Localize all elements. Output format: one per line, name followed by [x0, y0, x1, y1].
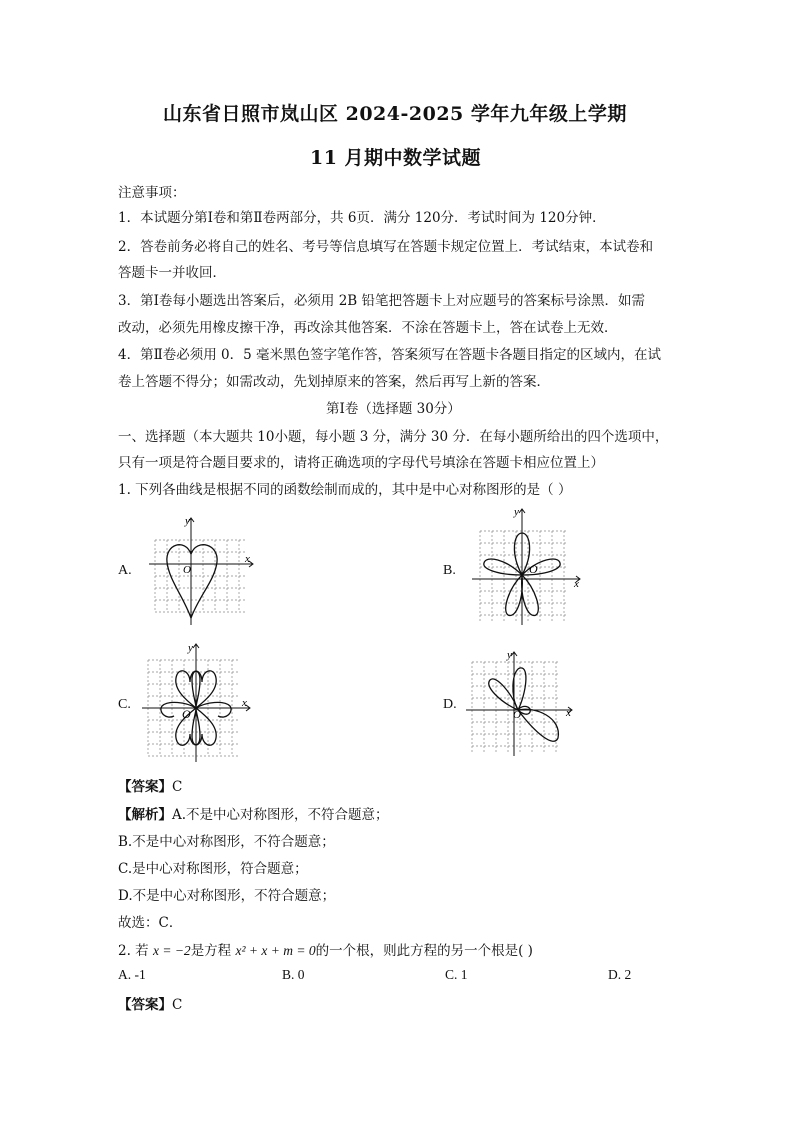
origin-label: O [182, 707, 191, 721]
part1-heading: 第Ⅰ卷（选择题 30分） [326, 401, 461, 417]
q1-option-d-label: D. [443, 697, 457, 712]
axis-y-label: y [514, 506, 519, 518]
q1-answer [118, 775, 182, 795]
origin-label: O [529, 562, 538, 576]
notice-item-2b: 答题卡一并收回． [118, 265, 226, 281]
q1-figure-b-flower-curve [458, 503, 588, 628]
q1-option-c-label: C. [118, 697, 131, 712]
q2-stem-mid: 是方程 [190, 943, 236, 959]
notice-item-4b: 卷上答题不得分；如需改动，先划掉原来的答案，然后再写上新的答案． [118, 374, 550, 390]
axis-x-label: x [245, 553, 250, 565]
notice-item-4a: 4．第Ⅱ卷必须用 0．5 毫米黑色签字笔作答，答案须写在答题卡各题目指定的区域内，在试 [118, 347, 662, 363]
q1-analysis-b: B.不是中心对称图形，不符合题意； [118, 834, 335, 850]
axis-y-label: y [185, 515, 190, 527]
origin-label: O [513, 709, 521, 721]
q1-option-b-label: B. [443, 563, 456, 578]
q2-math-equation: x² + x + m = 0 [235, 943, 316, 958]
origin-label: O [183, 564, 191, 576]
notice-item-2a: 2．答卷前务必将自己的姓名、考号等信息填写在答题卡规定位置上．考试结束，本试卷和 [118, 239, 654, 255]
q2-option-c: C. 1 [445, 967, 468, 982]
notice-item-3a: 3．第Ⅰ卷每小题选出答案后，必须用 2B 铅笔把答题卡上对应题号的答案标号涂黑．如需 [118, 293, 646, 309]
page-title-line2: 11 月期中数学试题 [310, 147, 482, 169]
axis-x-label: x [574, 578, 579, 590]
q1-conclusion: 故选：C． [118, 915, 183, 931]
q1-figure-d-petal-curve [460, 648, 590, 758]
q1-figure-a-heart-curve [145, 510, 265, 630]
answer-value: C [172, 997, 183, 1013]
q1-stem: 1. 下列各曲线是根据不同的函数绘制而成的，其中是中心对称图形的是（ ） [118, 482, 572, 498]
q1-analysis-c: C.是中心对称图形，符合题意； [118, 861, 308, 877]
section-intro-line1: 一、选择题（本大题共 10小题，每小题 3 分，满分 30 分．在每小题所给出的四个选项中， [118, 429, 669, 445]
q2-stem-post: 的一个根，则此方程的另一个根是( ) [315, 943, 533, 959]
q1-analysis-d: D.不是中心对称图形，不符合题意； [118, 888, 336, 904]
page-title-line1: 山东省日照市岚山区 2024-2025 学年九年级上学期 [163, 103, 627, 125]
q1-analysis-a [118, 803, 389, 823]
q2-stem [118, 939, 533, 959]
q2-math-root: x = −2 [152, 943, 191, 958]
q2-option-d: D. 2 [608, 967, 632, 982]
q2-option-a: A. -1 [118, 967, 146, 982]
analysis-text: A.不是中心对称图形，不符合题意； [172, 807, 389, 823]
q2-stem-pre: 2. 若 [118, 943, 153, 959]
axis-x-label: x [566, 707, 571, 719]
q1-figure-c-four-hearts-curve [140, 640, 265, 765]
q2-option-b: B. 0 [282, 967, 305, 982]
analysis-label: 【解析】 [118, 807, 172, 823]
answer-label: 【答案】 [118, 779, 172, 795]
notice-item-1: 1．本试题分第Ⅰ卷和第Ⅱ卷两部分，共 6页．满分 120分．考试时间为 120分钟． [118, 210, 606, 226]
axis-x-label: x [242, 697, 247, 709]
axis-y-label: y [507, 649, 512, 661]
notice-heading: 注意事项： [118, 185, 186, 201]
notice-item-3b: 改动，必须先用橡皮擦干净，再改涂其他答案．不涂在答题卡上，答在试卷上无效． [118, 320, 618, 336]
answer-label: 【答案】 [118, 997, 172, 1013]
q1-option-a-label: A. [118, 563, 132, 578]
section-intro-line2: 只有一项是符合题目要求的，请将正确选项的字母代号填涂在答题卡相应位置上） [118, 455, 604, 471]
q2-answer [118, 993, 182, 1013]
axis-y-label: y [188, 642, 193, 654]
answer-value: C [172, 779, 183, 795]
